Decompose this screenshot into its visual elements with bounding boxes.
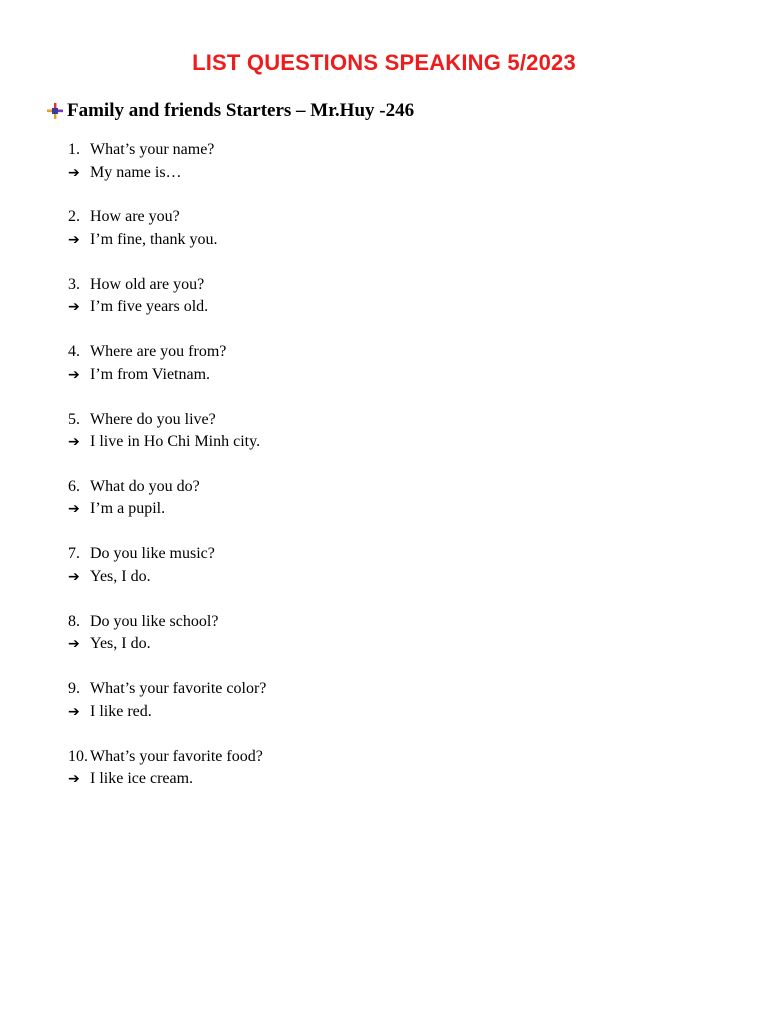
question-number: 5. [68, 410, 80, 428]
answer-text: I’m from Vietnam. [90, 365, 211, 383]
question-number: 9. [68, 680, 80, 698]
answer-line [68, 162, 668, 185]
question-line [68, 476, 668, 499]
answer-text: I’m a pupil. [90, 500, 166, 518]
qa-item [68, 139, 668, 206]
qa-item [68, 543, 668, 610]
qa-item [68, 611, 668, 678]
question-number: 6. [68, 477, 80, 495]
question-number: 8. [68, 612, 80, 630]
question-text: Where are you from? [90, 343, 227, 361]
arrow-right-icon: ➔ [68, 434, 80, 451]
answer-line [68, 566, 668, 589]
question-line [68, 746, 668, 769]
question-number: 10. [68, 747, 88, 765]
answer-text: I like ice cream. [90, 770, 194, 788]
qa-item [68, 678, 668, 745]
qa-item [68, 746, 668, 813]
arrow-right-icon: ➔ [68, 568, 80, 585]
qa-item [68, 206, 668, 273]
page-title: LIST QUESTIONS SPEAKING 5/2023 [192, 50, 576, 75]
answer-line [68, 296, 668, 319]
question-text: What’s your favorite color? [90, 680, 267, 698]
question-text: How are you? [90, 208, 180, 226]
question-number: 2. [68, 208, 80, 226]
arrow-right-icon: ➔ [68, 164, 80, 181]
question-line [68, 139, 668, 162]
answer-line [68, 768, 668, 791]
question-number: 1. [68, 141, 80, 158]
question-line [68, 206, 668, 229]
qa-item [68, 274, 668, 341]
answer-text: My name is… [90, 163, 182, 181]
arrow-right-icon: ➔ [68, 299, 80, 316]
question-text: Do you like music? [90, 545, 215, 563]
answer-text: I like red. [90, 702, 152, 720]
answer-text: Yes, I do. [90, 567, 151, 585]
answer-text: I’m five years old. [90, 298, 209, 316]
arrow-right-icon: ➔ [68, 636, 80, 653]
question-text: Do you like school? [90, 612, 219, 630]
answer-text: I live in Ho Chi Minh city. [90, 433, 261, 451]
arrow-right-icon: ➔ [68, 771, 80, 788]
question-line [68, 611, 668, 634]
answer-line [68, 701, 668, 724]
question-line [68, 543, 668, 566]
answer-line [68, 633, 668, 656]
answer-text: I’m fine, thank you. [90, 230, 218, 248]
answer-line [68, 498, 668, 521]
qa-item [68, 409, 668, 476]
arrow-right-icon: ➔ [68, 501, 80, 518]
arrow-right-icon: ➔ [68, 366, 80, 383]
qa-item [68, 476, 668, 543]
question-number: 3. [68, 275, 80, 293]
question-text: What do you do? [90, 477, 200, 495]
pushpin-bullet-icon [46, 102, 64, 120]
question-line [68, 678, 668, 701]
question-line [68, 274, 668, 297]
section-heading-text: Family and friends Starters – Mr.Huy -246 [67, 100, 415, 121]
question-line [68, 341, 668, 364]
arrow-right-icon: ➔ [68, 231, 80, 248]
section-heading [46, 100, 414, 122]
question-line [68, 409, 668, 432]
arrow-right-icon: ➔ [68, 703, 80, 720]
answer-text: Yes, I do. [90, 635, 151, 653]
question-number: 4. [68, 343, 80, 361]
answer-line [68, 431, 668, 454]
qa-item [68, 341, 668, 408]
question-text: Where do you live? [90, 410, 216, 428]
qa-list [68, 139, 668, 813]
question-number: 7. [68, 545, 80, 563]
question-text: How old are you? [90, 275, 205, 293]
question-text: What’s your name? [90, 141, 215, 158]
answer-line [68, 364, 668, 387]
answer-line [68, 229, 668, 252]
question-text: What’s your favorite food? [90, 747, 263, 765]
